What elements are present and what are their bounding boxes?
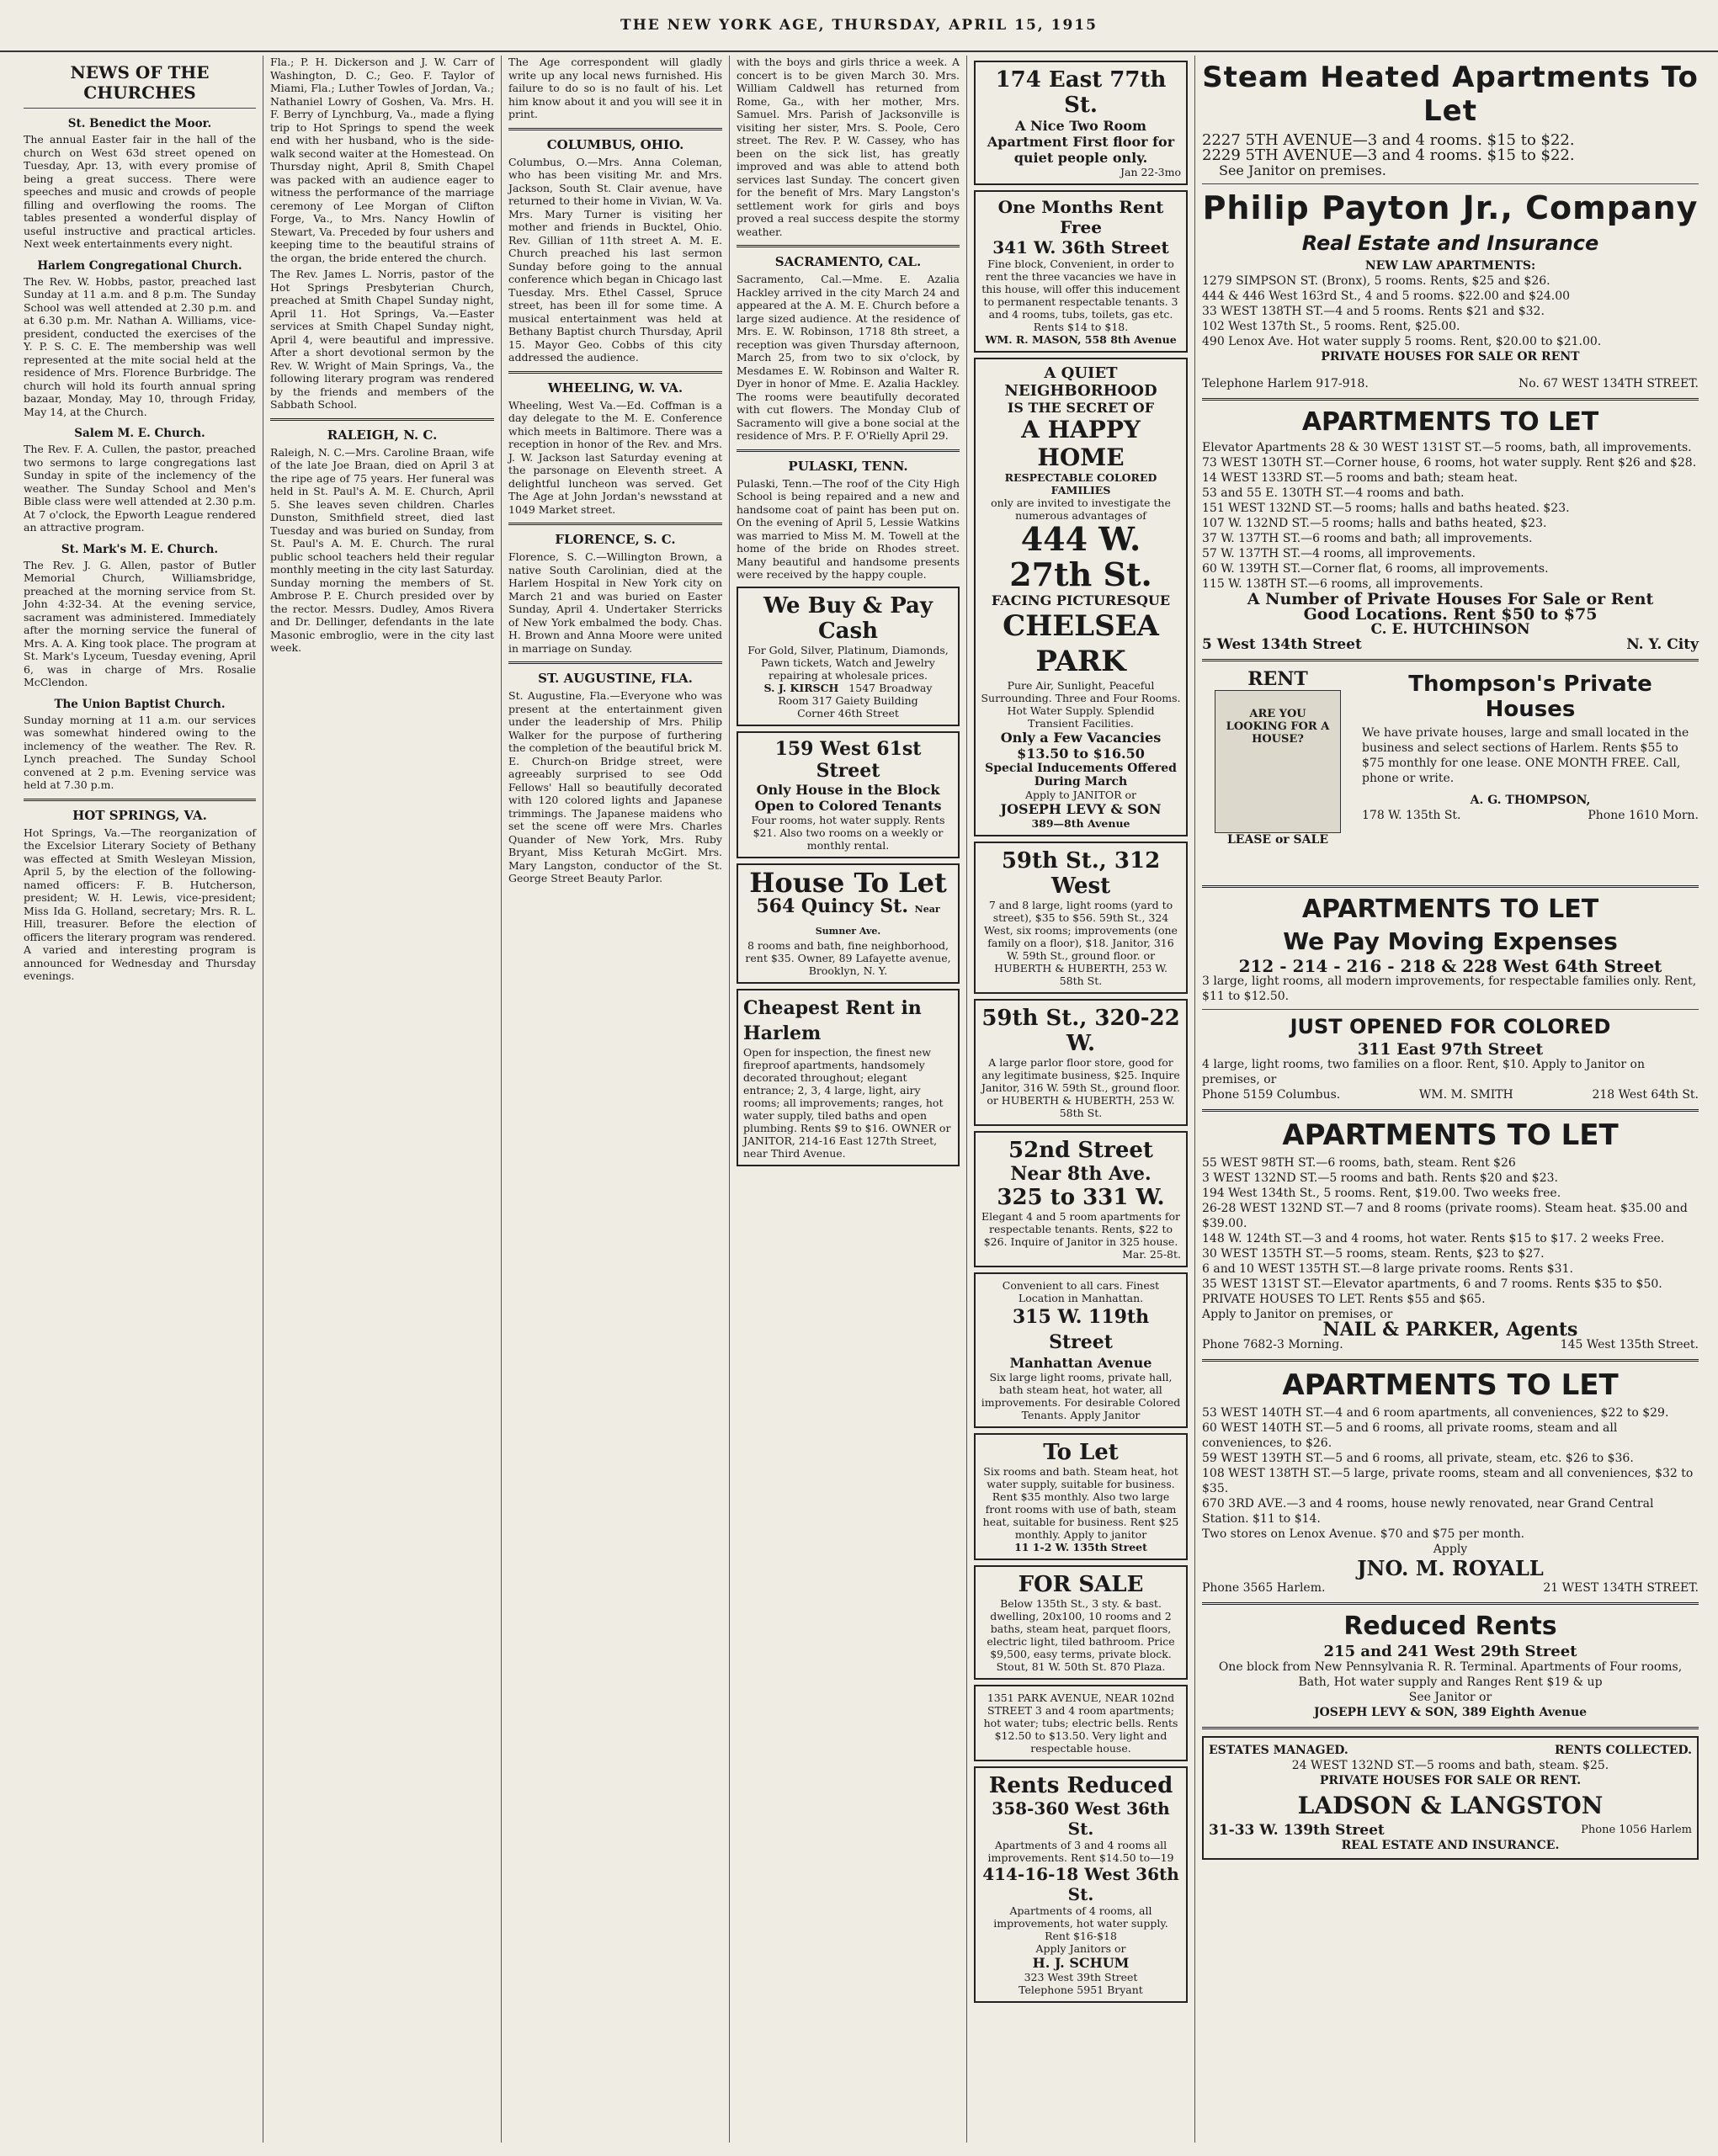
column-4 xyxy=(730,56,967,2143)
text-line: 311 East 97th Street xyxy=(1357,1040,1544,1059)
article-text: Florence, S. C.—Willington Brown, a native South Carolinian, died at the Harlem Hospital in New York city on March 21 and was buried on Easter Sunday, April 4. Undertaker Sterricks of New York embalmed the body. Chas. H. Brown and Anna Moore were united in marriage on Sunday. xyxy=(508,550,722,655)
text-line: House To Let xyxy=(749,866,947,899)
section-text: The Rev. F. A. Cullen, the pastor, preached two sermons to large congregations last Sunday in spite of the inclemency of the weather. The Sunday School and Men's Bible class were well attended at 2.30 p.m. At 7 o'clock, the Epworth League rendered an attractive program. xyxy=(24,443,256,534)
text-line: 325 to 331 W. xyxy=(997,1185,1165,1210)
text-line: A. G. THOMPSON, xyxy=(1470,794,1591,807)
text-line: APARTMENTS TO LET xyxy=(1301,407,1599,437)
text-line: FOR SALE xyxy=(1018,1572,1144,1597)
text-line: 115 W. 138TH ST.—6 rooms, all improvements. xyxy=(1202,577,1483,591)
text-line: 414-16-18 West 36th St. xyxy=(982,1864,1179,1904)
text-line: 323 West 39th Street xyxy=(1024,1971,1138,1983)
section-text: The Rev. J. G. Allen, pastor of Butler Memorial Church, Williamsbridge, preached at the morning service from St. John 4:32-34. At the evening service, sacrament was administered. Immediately after the morning service the funeral of Mrs. A. A. King took place. The program at St. Mark's Lyceum, Tuesday evening, April 6, was in charge of Mrs. Rosalie McClendon. xyxy=(24,558,256,688)
text-line: 6 and 10 WEST 135TH ST.—8 large private rooms. Rents $31. xyxy=(1202,1262,1573,1276)
article-text: with the boys and girls thrice a week. A concert is to be given March 30. Mrs. William Caldwell has returned from Rome, Ga., with her mother, Mrs. Samuel. Mrs. Parish of Jacksonville is visiting her sister, Mrs. S. Poole, Cero street. The Rev. P. W. Cassey, who has been on the sick list, has greatly improved and was able to attend both services last Sunday. The concert given for the benefit of Mrs. Mary Langston's settlement work for girls and boys proved a real success despite the stormy weather. xyxy=(737,56,960,238)
churches-heading: NEWS OF THE CHURCHES xyxy=(70,62,210,103)
text-line: 490 Lenox Ave. Hot water supply 5 rooms. Rent, $20.00 to $21.00. xyxy=(1202,335,1602,348)
text-line: Four rooms, hot water supply. Rents $21. Also two rooms on a weekly or monthly rental. xyxy=(751,813,945,852)
text-line: Apartments of 3 and 4 rooms all improvements. Rent $14.50 to—19 xyxy=(987,1839,1174,1864)
article-title: SACRAMENTO, CAL. xyxy=(774,254,922,269)
text-line: JNO. M. ROYALL xyxy=(1357,1556,1544,1580)
text-line: 8 rooms and bath, fine neighborhood, rent $35. Owner, 89 Lafayette avenue, Brooklyn, N. Y. xyxy=(745,938,951,977)
text-line: Stout, 81 W. 50th St. 870 Plaza. xyxy=(996,1660,1166,1673)
text-line: 53 and 55 E. 130TH ST.—4 rooms and bath. xyxy=(1202,486,1465,500)
column-2 xyxy=(263,56,502,2143)
text-line: We have private houses, large and small located in the business and select sections of Harlem. Rents $55 to $75 monthly for one lease. ONE MONTH FREE. Call, phone or write. xyxy=(1362,726,1689,785)
text-line: Near 8th Ave. xyxy=(1010,1163,1152,1185)
article-title: COLUMBUS, OHIO. xyxy=(546,136,684,152)
text-line: NAIL & PARKER, Agents xyxy=(1322,1319,1578,1341)
text-line: Elevator Apartments 28 & 30 WEST 131ST ST.—5 rooms, bath, all improvements. xyxy=(1202,441,1692,454)
text-line: Philip Payton Jr., Company xyxy=(1202,189,1699,226)
article-text: Pulaski, Tenn.—The roof of the City High School is being repaired and a new and handsome coat of paint has been put on. On the evening of April 5, Lessie Watkins was married to Miss M. M. Towell at the home of the bride on Rhodes street. Many beautiful and handsome presents were received by the happy couple. xyxy=(737,476,960,581)
text-line: LEASE or SALE xyxy=(1226,833,1329,847)
text-line: 14 WEST 133RD ST.—5 rooms and bath; steam heat. xyxy=(1202,471,1519,485)
text-line: Rents Reduced xyxy=(988,1773,1173,1798)
article-title: WHEELING, W. VA. xyxy=(547,380,683,396)
text-line: only are invited to investigate the numerous advantages of xyxy=(991,497,1171,522)
ad-59th-320 xyxy=(974,999,1188,1126)
text-line: 30 WEST 135TH ST.—5 rooms, steam. Rents, $23 to $27. xyxy=(1202,1247,1545,1261)
thompson-illustration xyxy=(1202,668,1354,879)
text-line: Telephone Harlem 917-918. xyxy=(1202,377,1369,390)
ad-cheapest-rent xyxy=(737,989,960,1166)
text-line: Thompson's Private Houses xyxy=(1408,672,1652,722)
text-line: C. E. HUTCHINSON xyxy=(1370,621,1530,638)
text-line: Six rooms and bath. Steam heat, hot water supply, suitable for business. Rent $35 monthly. Also two large front rooms with use of bath, steam heat, suitable for business. Rent $25 monthly. Apply to janitor xyxy=(982,1465,1179,1541)
article-text: St. Augustine, Fla.—Everyone who was present at the entertainment given under the leadership of Mrs. Philip Walker for the purpose of furthering the completion of the beautiful brick M. E. Church-on Bridge street, were agreeably surprised to see Odd Fellows' Hall so beautifully decorated with 120 colored lights and Japanese trimmings. The Japanese maidens who set the scene off were Mrs. Charles Quander of New York, Mrs. Ruby Bryant, Miss Keturah McGirt. Mrs. Mary Langston, conductor of the St. George Street Beauty Parlor. xyxy=(508,689,722,884)
text-line: 59th St., 320-22 W. xyxy=(981,1006,1180,1056)
text-line: N. Y. City xyxy=(1626,636,1699,653)
section-title: Salem M. E. Church. xyxy=(74,427,205,440)
text-line: One block from New Pennsylvania R. R. Terminal. Apartments of Four rooms, Bath, Hot water supply and Ranges Rent $19 & up xyxy=(1218,1660,1683,1689)
text-line: Good Locations. Rent $50 to $75 xyxy=(1303,605,1598,624)
text-line: 215 and 241 West 29th Street xyxy=(1323,1643,1577,1660)
ad-to-let xyxy=(974,1433,1188,1560)
text-line: 24 WEST 132ND ST.—5 rooms and bath, steam. $25. xyxy=(1291,1759,1609,1772)
text-line: PRIVATE HOUSES FOR SALE OR RENT. xyxy=(1319,1774,1582,1787)
text-line: IS THE SECRET OF xyxy=(1007,400,1155,416)
text-line: 31-33 W. 139th Street xyxy=(1209,1822,1385,1839)
ad-quiet-neighborhood xyxy=(974,358,1188,836)
section-title: St. Mark's M. E. Church. xyxy=(61,542,219,556)
section-title: The Union Baptist Church. xyxy=(54,697,226,711)
ad-buy-pay-cash xyxy=(737,587,960,726)
text-line: 107 W. 132ND ST.—5 rooms; halls and baths heated, $23. xyxy=(1202,517,1547,530)
text-line: 53 WEST 140TH ST.—4 and 6 room apartments, all conveniences, $22 to $29. xyxy=(1202,1406,1669,1420)
text-line: Apply Janitors or xyxy=(1035,1942,1126,1955)
ad-59th-312 xyxy=(974,842,1188,994)
text-line: RENT xyxy=(1247,668,1308,690)
text-line: Special Inducements Offered During March xyxy=(985,762,1177,789)
text-line: Apartments of 4 rooms, all improvements, hot water supply. Rent $16-$18 xyxy=(993,1904,1168,1942)
text-line: 2229 5TH AVENUE—3 and 4 rooms. $15 to $22. xyxy=(1202,146,1575,164)
text-line: To Let xyxy=(1043,1440,1119,1465)
text-line: See Janitor on premises. xyxy=(1219,162,1386,178)
text-line: 57 W. 137TH ST.—4 rooms, all improvements. xyxy=(1202,547,1476,560)
text-line: Apply to JANITOR or xyxy=(1025,789,1136,801)
section-title: Harlem Congregational Church. xyxy=(37,258,242,273)
text-line: WM. M. SMITH xyxy=(1418,1088,1513,1102)
text-line: A HAPPY HOME xyxy=(1021,416,1141,471)
text-line: S. J. KIRSCH xyxy=(763,681,839,694)
text-line: We Buy & Pay Cash xyxy=(763,592,933,644)
text-line: 564 Quincy St. xyxy=(756,895,908,917)
text-line: A QUIET NEIGHBORHOOD xyxy=(1004,364,1157,400)
ad-philip-payton xyxy=(1202,189,1699,391)
text-line: 1547 Broadway xyxy=(848,681,933,694)
text-line: Only House in the Block Open to Colored Tenants xyxy=(754,781,942,814)
text-line: 37 W. 137TH ST.—6 rooms and bath; all improvements. xyxy=(1202,532,1533,545)
ad-for-sale xyxy=(974,1565,1188,1680)
text-line: APARTMENTS TO LET xyxy=(1282,1368,1619,1402)
text-line: For Gold, Silver, Platinum, Diamonds, Pawn tickets, Watch and Jewelry repairing at wholesale prices. xyxy=(747,643,949,682)
text-line: Apply to Janitor on premises, or xyxy=(1202,1308,1393,1321)
article-title: RALEIGH, N. C. xyxy=(327,427,438,443)
ad-royall xyxy=(1202,1368,1699,1596)
text-line: ESTATES MANAGED. xyxy=(1209,1744,1348,1757)
text-line: Real Estate and Insurance xyxy=(1301,231,1599,255)
text-line: PRIVATE HOUSES TO LET. Rents $55 and $65. xyxy=(1202,1293,1486,1306)
section-title: HOT SPRINGS, VA. xyxy=(72,807,207,823)
text-line: 60 W. 139TH ST.—Corner flat, 6 rooms, all improvements. xyxy=(1202,562,1549,576)
ad-1351-park xyxy=(974,1685,1188,1761)
text-line: Pure Air, Sunlight, Peaceful Surrounding. Three and Four Rooms. Hot Water Supply. Splendid Transient Facilities. xyxy=(981,679,1181,730)
text-line: JOSEPH LEVY & SON xyxy=(1000,801,1162,817)
text-line: 178 W. 135th St. xyxy=(1362,809,1461,822)
text-line: $13.50 to $16.50 xyxy=(1017,746,1145,762)
text-line: 73 WEST 130TH ST.—Corner house, 6 rooms, hot water supply. Rent $26 and $28. xyxy=(1202,456,1697,470)
text-line: 358-360 West 36th St. xyxy=(992,1798,1170,1839)
ad-steam-heated xyxy=(1202,61,1699,178)
text-line: 26-28 WEST 132ND ST.—7 and 8 rooms (private rooms). Steam heat. $35.00 and $39.00. xyxy=(1202,1202,1688,1230)
column-3 xyxy=(502,56,730,2143)
text-line: 444 W. 27th St. xyxy=(1009,520,1152,593)
section-text: The Rev. W. Hobbs, pastor, preached last Sunday at 11 a.m. and 8 p.m. The Sunday School was well attended at 2.30 p.m. and at 6.30 p.m. Mr. Nathan A. Williams, vice-president, conducted the exercises of the Y. P. S. C. E. The membership was well represented at the mite social held at the residence of Mrs. Florence Burbridge. The church will hold its fourth annual spring bazaar, Monday, May 10, through Friday, May 14, at the Church. xyxy=(24,274,256,418)
text-line: 389—8th Avenue xyxy=(1031,817,1130,830)
text-line: A large parlor floor store, good for any legitimate business, $25. Inquire Janitor, 316 W. 59th St., ground floor. or HUBERTH & HUBERTH, 253 W. 58th St. xyxy=(981,1056,1181,1119)
text-line: Open for inspection, the finest new fireproof apartments, handsomely decorated throughout; elegant entrance; 2, 3, 4 large, light, airy rooms; all improvements; ranges, hot water supply, tiled baths and open plumbing. Rents $9 to $16. OWNER or JANITOR, 214-16 East 127th Street, near Third Avenue. xyxy=(743,1045,951,1160)
section-text: The annual Easter fair in the hall of the church on West 63d street opened on Tuesday, Apr. 13, with every promise of being a great success. There were speeches and music and crowds of people filling and overflowing the rooms. The tables presented a wonderful display of useful instructive and practical articles. Next week entertainments every night. xyxy=(24,133,256,250)
text-line: Phone 1056 Harlem xyxy=(1581,1824,1692,1836)
text-line: 212 - 214 - 216 - 218 & 228 West 64th Street xyxy=(1238,956,1662,976)
article-text: Raleigh, N. C.—Mrs. Caroline Braan, wife of the late Joe Braan, died on April 3 at the ripe age of 75 years. Her funeral was held in St. Paul's A. M. E. Church, April 5. She leaves seven children. Charles Dunston, Smithfield street, died last Tuesday and was buried on Sunday, from St. Paul's A. M. E. Church. The rural public school teachers held their regular monthly meeting in the city last Saturday. Sunday morning the members of St. Ambrose P. E. Church presided over by the rector. Messrs. Dudley, Amos Rivera and Dr. Dellinger, defendants in the late Masonic embroglio, were in the city last week. xyxy=(270,445,494,654)
text-line: 60 WEST 140TH ST.—5 and 6 rooms, all private rooms, steam and all conveniences, to $26. xyxy=(1202,1421,1618,1450)
text-line: 7 and 8 large, light rooms (yard to street), $35 to $56. 59th St., 324 West, six rooms; improvements (one family on a floor), $18. Janitor, 316 W. 59th St., ground floor. or HUBERTH & HUBERTH, 253 W. 58th St. xyxy=(984,899,1178,987)
ad-thompson xyxy=(1202,668,1699,879)
ad-nail-parker xyxy=(1202,1118,1699,1352)
masthead: THE NEW YORK AGE, THURSDAY, APRIL 15, 1915 xyxy=(0,0,1718,52)
text-line: Phone 1610 Morn. xyxy=(1588,809,1699,822)
text-line: Steam Heated Apartments To Let xyxy=(1202,61,1699,128)
text-line: 1279 SIMPSON ST. (Bronx), 5 rooms. Rents, $25 and $26. xyxy=(1202,274,1550,288)
ad-moving-expenses xyxy=(1202,895,1699,1004)
text-line: 52nd Street xyxy=(1008,1138,1153,1163)
text-line: RESPECTABLE COLORED FAMILIES xyxy=(1004,471,1157,497)
text-line: 444 & 446 West 163rd St., 4 and 5 rooms. $22.00 and $24.00 xyxy=(1202,289,1571,303)
column-1 xyxy=(17,56,263,2143)
text-line: 11 1-2 W. 135th Street xyxy=(1014,1541,1147,1553)
text-line: 3 large, light rooms, all modern improvements, for respectable families only. Rent, $11 to $12.50. xyxy=(1202,974,1697,1003)
text-line: Cheapest Rent in Harlem xyxy=(743,996,922,1044)
text-line: 151 WEST 132ND ST.—5 rooms; halls and baths heated. $23. xyxy=(1202,502,1570,515)
text-line: A Number of Private Houses For Sale or Rent xyxy=(1247,590,1654,608)
text-line: Manhattan Avenue xyxy=(1009,1355,1152,1371)
text-line: APARTMENTS TO LET xyxy=(1282,1118,1619,1152)
ad-52nd-street xyxy=(974,1131,1188,1267)
text-line: 33 WEST 138TH ST.—4 and 5 rooms. Rents $21 and $32. xyxy=(1202,305,1545,318)
text-line: 59th St., 312 West xyxy=(1001,848,1161,899)
article-text: Sacramento, Cal.—Mme. E. Azalia Hackley arrived in the city March 24 and appeared at the A. M. E. Church before a large sized audience. At the residence of Mrs. E. W. Robinson, 1718 8th street, a reception was given Thursday afternoon, March 25, from two to six o'clock, by Mesdames E. W. Robinson and Walter R. Dyer in honor of Mme. E. Azalia Hackley. The rooms were beautifully decorated with cut flowers. The Monday Club of Sacramento will give a bone social at the residence of Mrs. P. F. O'Rielly April 29. xyxy=(737,273,960,442)
text-line: 218 West 64th St. xyxy=(1592,1088,1699,1102)
article-text: Wheeling, West Va.—Ed. Coffman is a day delegate to the M. E. Conference which meets in Baltimore. There was a reception in honor of the Rev. and Mrs. J. W. Jackson last Saturday evening at the parsonage on Eleventh street. A delightful luncheon was served. Get The Age at John Jordan's newsstand at 1049 Market street. xyxy=(508,398,722,516)
section-text: Hot Springs, Va.—The reorganization of the Excelsior Literary Society of Bethany was effected at Smith Wesleyan Mission, April 5, by the election of the following-named officers: F. B. Hutcherson, president; W. H. Lewis, vice-president; Miss Ida G. Holland, secretary; Mrs. R. L. Hill, treasurer. Before the election of officers the literary program was rendered. A varied and interesting program is announced for Wednesday and Thursday evenings. xyxy=(24,826,256,982)
text-line: 341 W. 36th Street xyxy=(992,237,1169,258)
column-5 xyxy=(967,56,1195,2143)
text-line: 174 East 77th St. xyxy=(995,67,1167,118)
text-line: Apply xyxy=(1433,1543,1468,1556)
text-line: Phone 3565 Harlem. xyxy=(1202,1581,1326,1595)
article-text: Columbus, O.—Mrs. Anna Coleman, who has been visiting Mr. and Mrs. Jackson, South St. Clair avenue, have returned to their home in Vivian, W. Va. Mrs. Mary Turner is visiting her mother and friends in Bucktel, Ohio. Rev. Gillian of 11th street A. M. E. Church preached his last sermon Sunday before going to the annual conference which began in Chicago last Tuesday. Mrs. Ethel Cassel, Spruce street, has been ill for some time. A musical entertainment was held at Bethany Baptist church Thursday, April 15. Mayor Geo. Cobbs of this city addressed the audience. xyxy=(508,155,722,364)
ad-341-w-36th xyxy=(974,190,1188,353)
text-line: 315 W. 119th Street xyxy=(1012,1306,1150,1353)
text-line: H. J. SCHUM xyxy=(1032,1955,1130,1971)
text-line: Phone 7682-3 Morning. xyxy=(1202,1338,1343,1351)
text-line: 1351 PARK AVENUE, NEAR 102nd STREET 3 and 4 room apartments; hot water; tubs; electric bells. Rents $12.50 to $13.50. Very light and respectable house. xyxy=(983,1691,1178,1755)
text-line: 102 West 137th St., 5 rooms. Rent, $25.00. xyxy=(1202,320,1460,333)
text-line: PRIVATE HOUSES FOR SALE OR RENT xyxy=(1321,350,1580,364)
text-line: 148 W. 124th ST.—3 and 4 rooms, hot water. Rents $15 to $17. 2 weeks Free. xyxy=(1202,1232,1665,1245)
text-line: Six large light rooms, private hall, bath steam heat, hot water, all improvements. For desirable Colored Tenants. Apply Janitor xyxy=(981,1371,1181,1421)
article-text: The Rev. James L. Norris, pastor of the Hot Springs Presbyterian Church, preached at Smith Chapel Sunday night, April 11. Hot Springs, Va.—Easter services at Smith Chapel Sunday night, April 4, were beautiful and impressive. After a short devotional sermon by the Rev. W. Wright of Main Springs, Va., the following literary program was rendered by the friends and members of the Sabbath School. xyxy=(270,268,494,411)
text-line: Below 135th St., 3 sty. & bast. dwelling, 20x100, 10 rooms and 2 baths, steam heat, parquet floors, electric light, tiled bathroom. Price $9,500, easy terms, private block. xyxy=(987,1597,1175,1660)
ad-house-to-let xyxy=(737,863,960,984)
text-line: 159 West 61st Street xyxy=(774,737,922,782)
text-line: JOSEPH LEVY & SON, 389 Eighth Avenue xyxy=(1313,1706,1588,1719)
text-line: 5 West 134th Street xyxy=(1202,636,1362,653)
text-line: Room 317 Gaiety Building xyxy=(778,693,918,707)
text-line: One Months Rent Free xyxy=(997,197,1164,237)
text-line: Telephone 5951 Bryant xyxy=(1019,1983,1143,1996)
text-line: Convenient to all cars. Finest Location in Manhattan. xyxy=(1002,1279,1160,1304)
text-line: Mar. 25-8t. xyxy=(1122,1248,1181,1261)
section-title: St. Benedict the Moor. xyxy=(67,117,212,130)
text-line: No. 67 WEST 134TH STREET. xyxy=(1519,377,1699,390)
text-line: 108 WEST 138TH ST.—5 large, private rooms, steam and all conveniences, $32 to $35. xyxy=(1202,1467,1694,1495)
text-line: Corner 46th Street xyxy=(797,706,899,720)
text-line: 21 WEST 134TH STREET. xyxy=(1543,1581,1699,1595)
article-title: PULASKI, TENN. xyxy=(788,458,908,474)
text-line: Near Sumner Ave. xyxy=(815,903,940,937)
ad-159-west-61st xyxy=(737,731,960,858)
text-line: A Nice Two Room Apartment First floor for quiet people only. xyxy=(987,118,1175,166)
text-line: CHELSEA PARK xyxy=(1003,609,1159,678)
article-title: ST. AUGUSTINE, FLA. xyxy=(538,671,693,686)
text-line: JUST OPENED FOR COLORED xyxy=(1290,1015,1611,1038)
text-line: LADSON & LANGSTON xyxy=(1297,1792,1604,1819)
article-text: The Age correspondent will gladly write up any local news furnished. His failure to do so is no fault of his. Let him know about it and you will see it in print. xyxy=(508,56,722,120)
text-line: ARE YOU LOOKING FOR A HOUSE? xyxy=(1215,690,1341,833)
text-line: Two stores on Lenox Avenue. $70 and $75 per month. xyxy=(1202,1527,1525,1541)
text-line: 194 West 134th St., 5 rooms. Rent, $19.00. Two weeks free. xyxy=(1202,1187,1561,1200)
ad-rents-reduced xyxy=(974,1766,1188,2003)
text-line: WM. R. MASON, 558 8th Avenue xyxy=(985,333,1177,346)
text-line: 670 3RD AVE.—3 and 4 rooms, house newly renovated, near Grand Central Station. $11 to $14. xyxy=(1202,1497,1654,1526)
article-title: FLORENCE, S. C. xyxy=(555,532,676,547)
text-line: Phone 5159 Columbus. xyxy=(1202,1088,1341,1102)
text-line: Fine block, Convenient, in order to rent the three vacancies we have in this house, will offer this inducement to permanent respectable tenants. 3 and 4 rooms, tubs, toilets, gas etc. Rents $14 to $18. xyxy=(981,258,1180,333)
section-text: Sunday morning at 11 a.m. our services was somewhat hindered owing to the inclemency of the weather. The Rev. R. Lynch preached. The Sunday School convened at 2 p.m. Evening service was held at 7.30 p.m. xyxy=(24,713,256,791)
ad-ladson-langston xyxy=(1202,1736,1699,1860)
text-line: 35 WEST 131ST ST.—Elevator apartments, 6 and 7 rooms. Rents $35 to $50. xyxy=(1202,1277,1662,1291)
column-6 xyxy=(1195,56,1705,2143)
text-line: 55 WEST 98TH ST.—6 rooms, bath, steam. Rent $26 xyxy=(1202,1156,1516,1170)
ad-174-east-77th xyxy=(974,61,1188,185)
text-line: APARTMENTS TO LET xyxy=(1301,895,1599,924)
text-line: We Pay Moving Expenses xyxy=(1283,927,1618,955)
ad-hutchinson xyxy=(1202,407,1699,652)
text-line: Reduced Rents xyxy=(1343,1612,1557,1641)
text-line: 145 West 135th Street. xyxy=(1560,1338,1699,1351)
text-line: REAL ESTATE AND INSURANCE. xyxy=(1341,1839,1560,1852)
text-line: 59 WEST 139TH ST.—5 and 6 rooms, all private, steam, etc. $26 to $36. xyxy=(1202,1452,1634,1465)
text-line: See Janitor or xyxy=(1408,1691,1492,1704)
text-line: 3 WEST 132ND ST.—5 rooms and bath. Rents $20 and $23. xyxy=(1202,1171,1558,1185)
text-line: Jan 22-3mo xyxy=(1120,166,1181,178)
text-line: RENTS COLLECTED. xyxy=(1555,1744,1692,1757)
text-line: NEW LAW APARTMENTS: xyxy=(1364,259,1536,273)
text-line: 2227 5TH AVENUE—3 and 4 rooms. $15 to $22. xyxy=(1202,131,1575,149)
text-line: Elegant 4 and 5 room apartments for respectable tenants. Rents, $22 to $26. Inquire of Janitor in 325 house. xyxy=(981,1210,1180,1248)
ad-reduced-rents xyxy=(1202,1612,1699,1720)
ad-just-opened xyxy=(1202,1015,1699,1102)
text-line: Only a Few Vacancies xyxy=(1000,730,1162,746)
text-line: FACING PICTURESQUE xyxy=(991,592,1171,608)
text-line: 4 large, light rooms, two families on a floor. Rent, $10. Apply to Janitor on premises, or xyxy=(1202,1058,1645,1086)
ad-315-w-119th xyxy=(974,1272,1188,1428)
article-text: Fla.; P. H. Dickerson and J. W. Carr of Washington, D. C.; Geo. F. Taylor of Miami, Fla.; Luther Towles of Jordan, Va.; Nathaniel Lowry of Goshen, Va. Mrs. H. F. Berry of Lynchburg, Va., made a flying trip to Hot Springs to spend the week end with her husband, who is the side-walk second waiter at the Homestead. On Thursday night, April 8, Smith Chapel was packed with an audience eager to witness the performance of the marriage ceremony of Lee Morgan of Clifton Forge, Va., to Mrs. Nancy Howlin of Stewart, Va. Preceded by four ushers and keeping time to the beautiful strains of the organ, the bride entered the church. xyxy=(270,56,494,264)
